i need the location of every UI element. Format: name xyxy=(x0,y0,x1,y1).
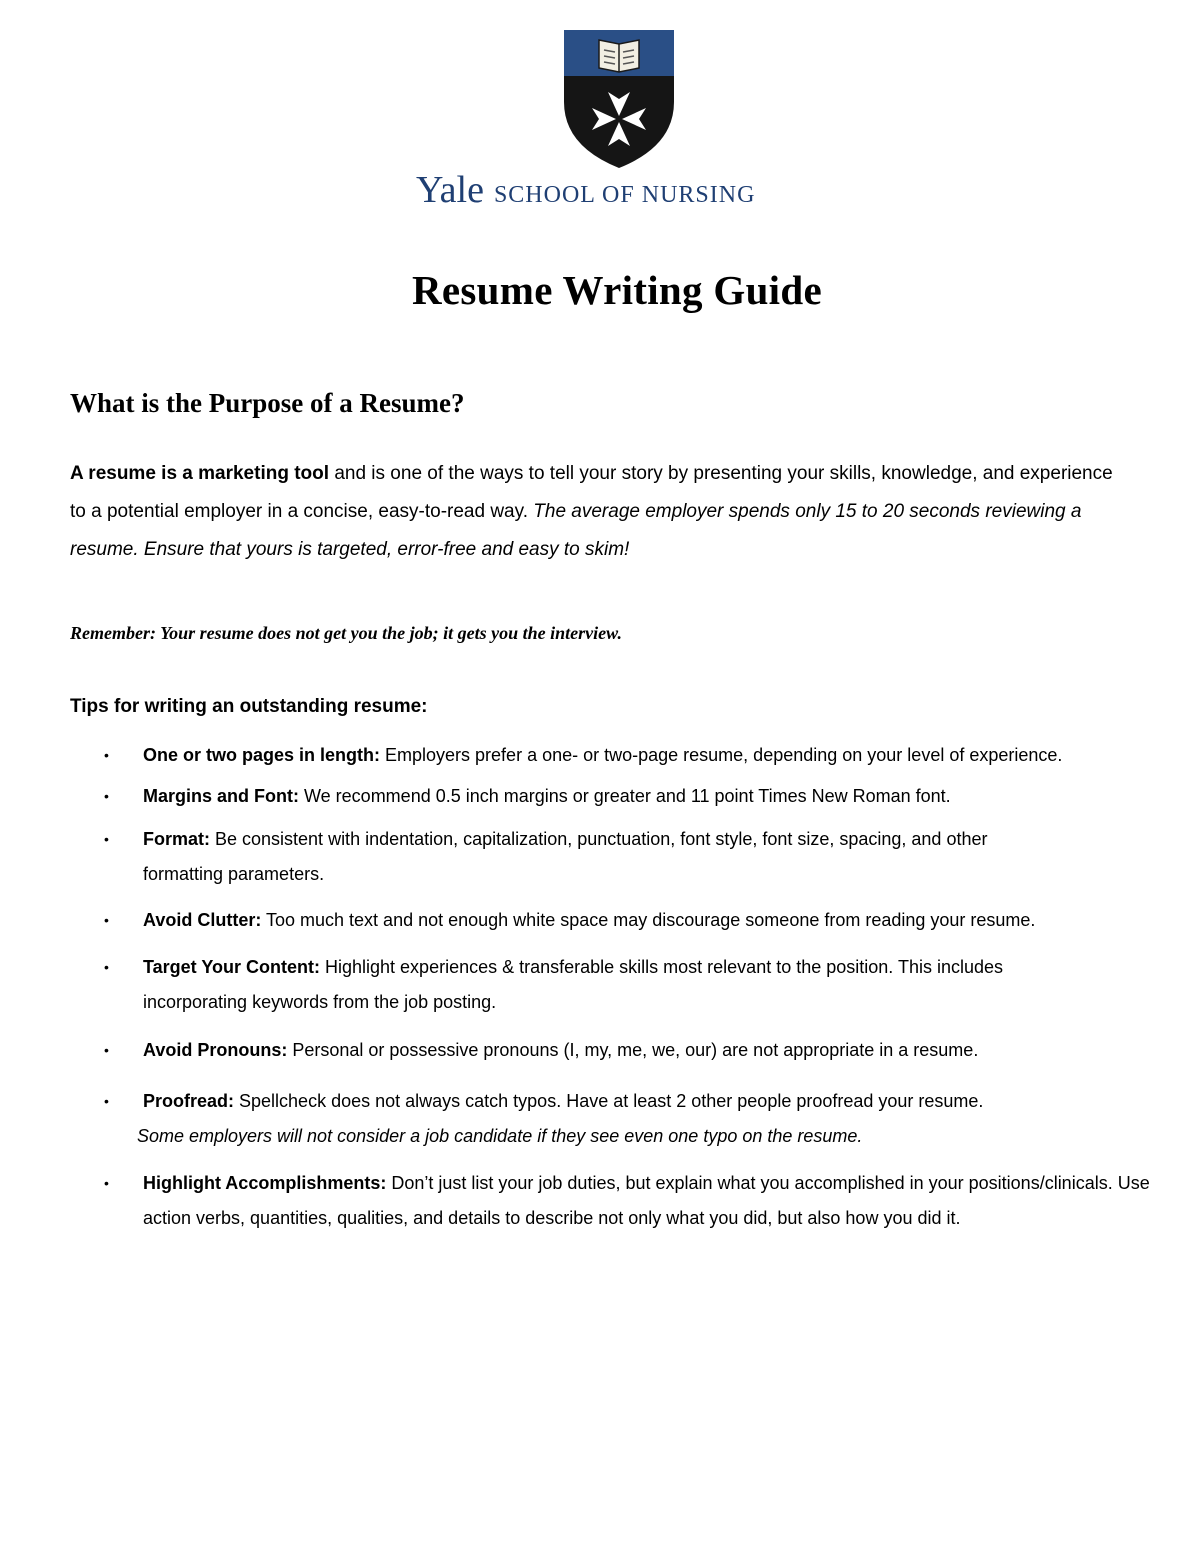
tip-item-proofread xyxy=(104,1084,1184,1154)
open-book-icon xyxy=(599,40,639,72)
bullet-icon: • xyxy=(104,1042,109,1058)
tip-item-pronouns xyxy=(104,1033,1184,1068)
section-heading: What is the Purpose of a Resume? xyxy=(70,388,465,418)
logo-school-text: SCHOOL OF NURSING xyxy=(493,182,756,208)
tip-text: Too much text and not enough white space may discourage someone from reading your resume. xyxy=(261,910,1036,930)
tips-heading: Tips for writing an outstanding resume: xyxy=(70,696,428,717)
intro-plain-text: and is one of the ways to tell your story by presenting your skills, knowledge, and experience to a potential employer in a concise, easy-to-read way. xyxy=(70,463,1113,522)
yale-nursing-logo xyxy=(410,28,830,218)
remember-note: Remember: Your resume does not get you the job; it gets you the interview. xyxy=(70,623,622,643)
logo-yale-text: Yale xyxy=(416,169,484,211)
page-title: Resume Writing Guide xyxy=(412,267,822,313)
bullet-icon: • xyxy=(104,1093,109,1109)
tip-note: Some employers will not consider a job candidate if they see even one typo on the resume. xyxy=(137,1126,863,1146)
bullet-icon: • xyxy=(104,912,109,928)
tip-item-accomplishments xyxy=(104,1166,1154,1236)
tip-text: Be consistent with indentation, capitalization, punctuation, font style, font size, spacing, and other formatting parameters. xyxy=(143,829,988,884)
tip-item-length xyxy=(104,738,1184,773)
bullet-icon: • xyxy=(104,831,109,847)
bullet-icon: • xyxy=(104,959,109,975)
yale-shield-icon xyxy=(562,28,676,170)
tip-label: Proofread: xyxy=(143,1091,235,1111)
intro-bold-text: A resume is a marketing tool xyxy=(70,463,330,484)
bullet-icon: • xyxy=(104,747,109,763)
tip-item-format xyxy=(104,822,1054,892)
tip-label: One or two pages in length: xyxy=(143,745,381,765)
bullet-icon: • xyxy=(104,788,109,804)
tip-text: Employers prefer a one- or two-page resume, depending on your level of experience. xyxy=(380,745,1063,765)
tip-label: Format: xyxy=(143,829,210,849)
intro-paragraph xyxy=(70,455,1130,569)
tip-text: Spellcheck does not always catch typos. Have at least 2 other people proofread your resume. xyxy=(234,1091,984,1111)
tip-text: We recommend 0.5 inch margins or greater and 11 point Times New Roman font. xyxy=(299,786,951,806)
tip-text: Personal or possessive pronouns (I, my, me, we, our) are not appropriate in a resume. xyxy=(287,1040,979,1060)
tip-item-margins-font xyxy=(104,779,1184,814)
tip-text: Highlight experiences & transferable skills most relevant to the position. This includes incorporating keywords from the job posting. xyxy=(143,957,1004,1012)
intro-italic-text: The average employer spends only 15 to 20 seconds reviewing a resume. Ensure that yours is targeted, error-free and easy to skim! xyxy=(70,501,1082,560)
tip-text: Don’t just list your job duties, but explain what you accomplished in your positions/clinicals. Use action verbs, quantities, qualities, and details to describe not only what you did, but also how you did it. xyxy=(143,1173,1150,1228)
tip-item-clutter xyxy=(104,903,1184,938)
tip-item-target-content xyxy=(104,950,1094,1020)
logo-wordmark xyxy=(416,168,755,212)
tip-label: Highlight Accomplishments: xyxy=(143,1173,387,1193)
tip-label: Margins and Font: xyxy=(143,786,299,806)
tip-label: Avoid Pronouns: xyxy=(143,1040,288,1060)
bullet-icon: • xyxy=(104,1175,109,1191)
tip-label: Target Your Content: xyxy=(143,957,320,977)
tip-label: Avoid Clutter: xyxy=(143,910,262,930)
